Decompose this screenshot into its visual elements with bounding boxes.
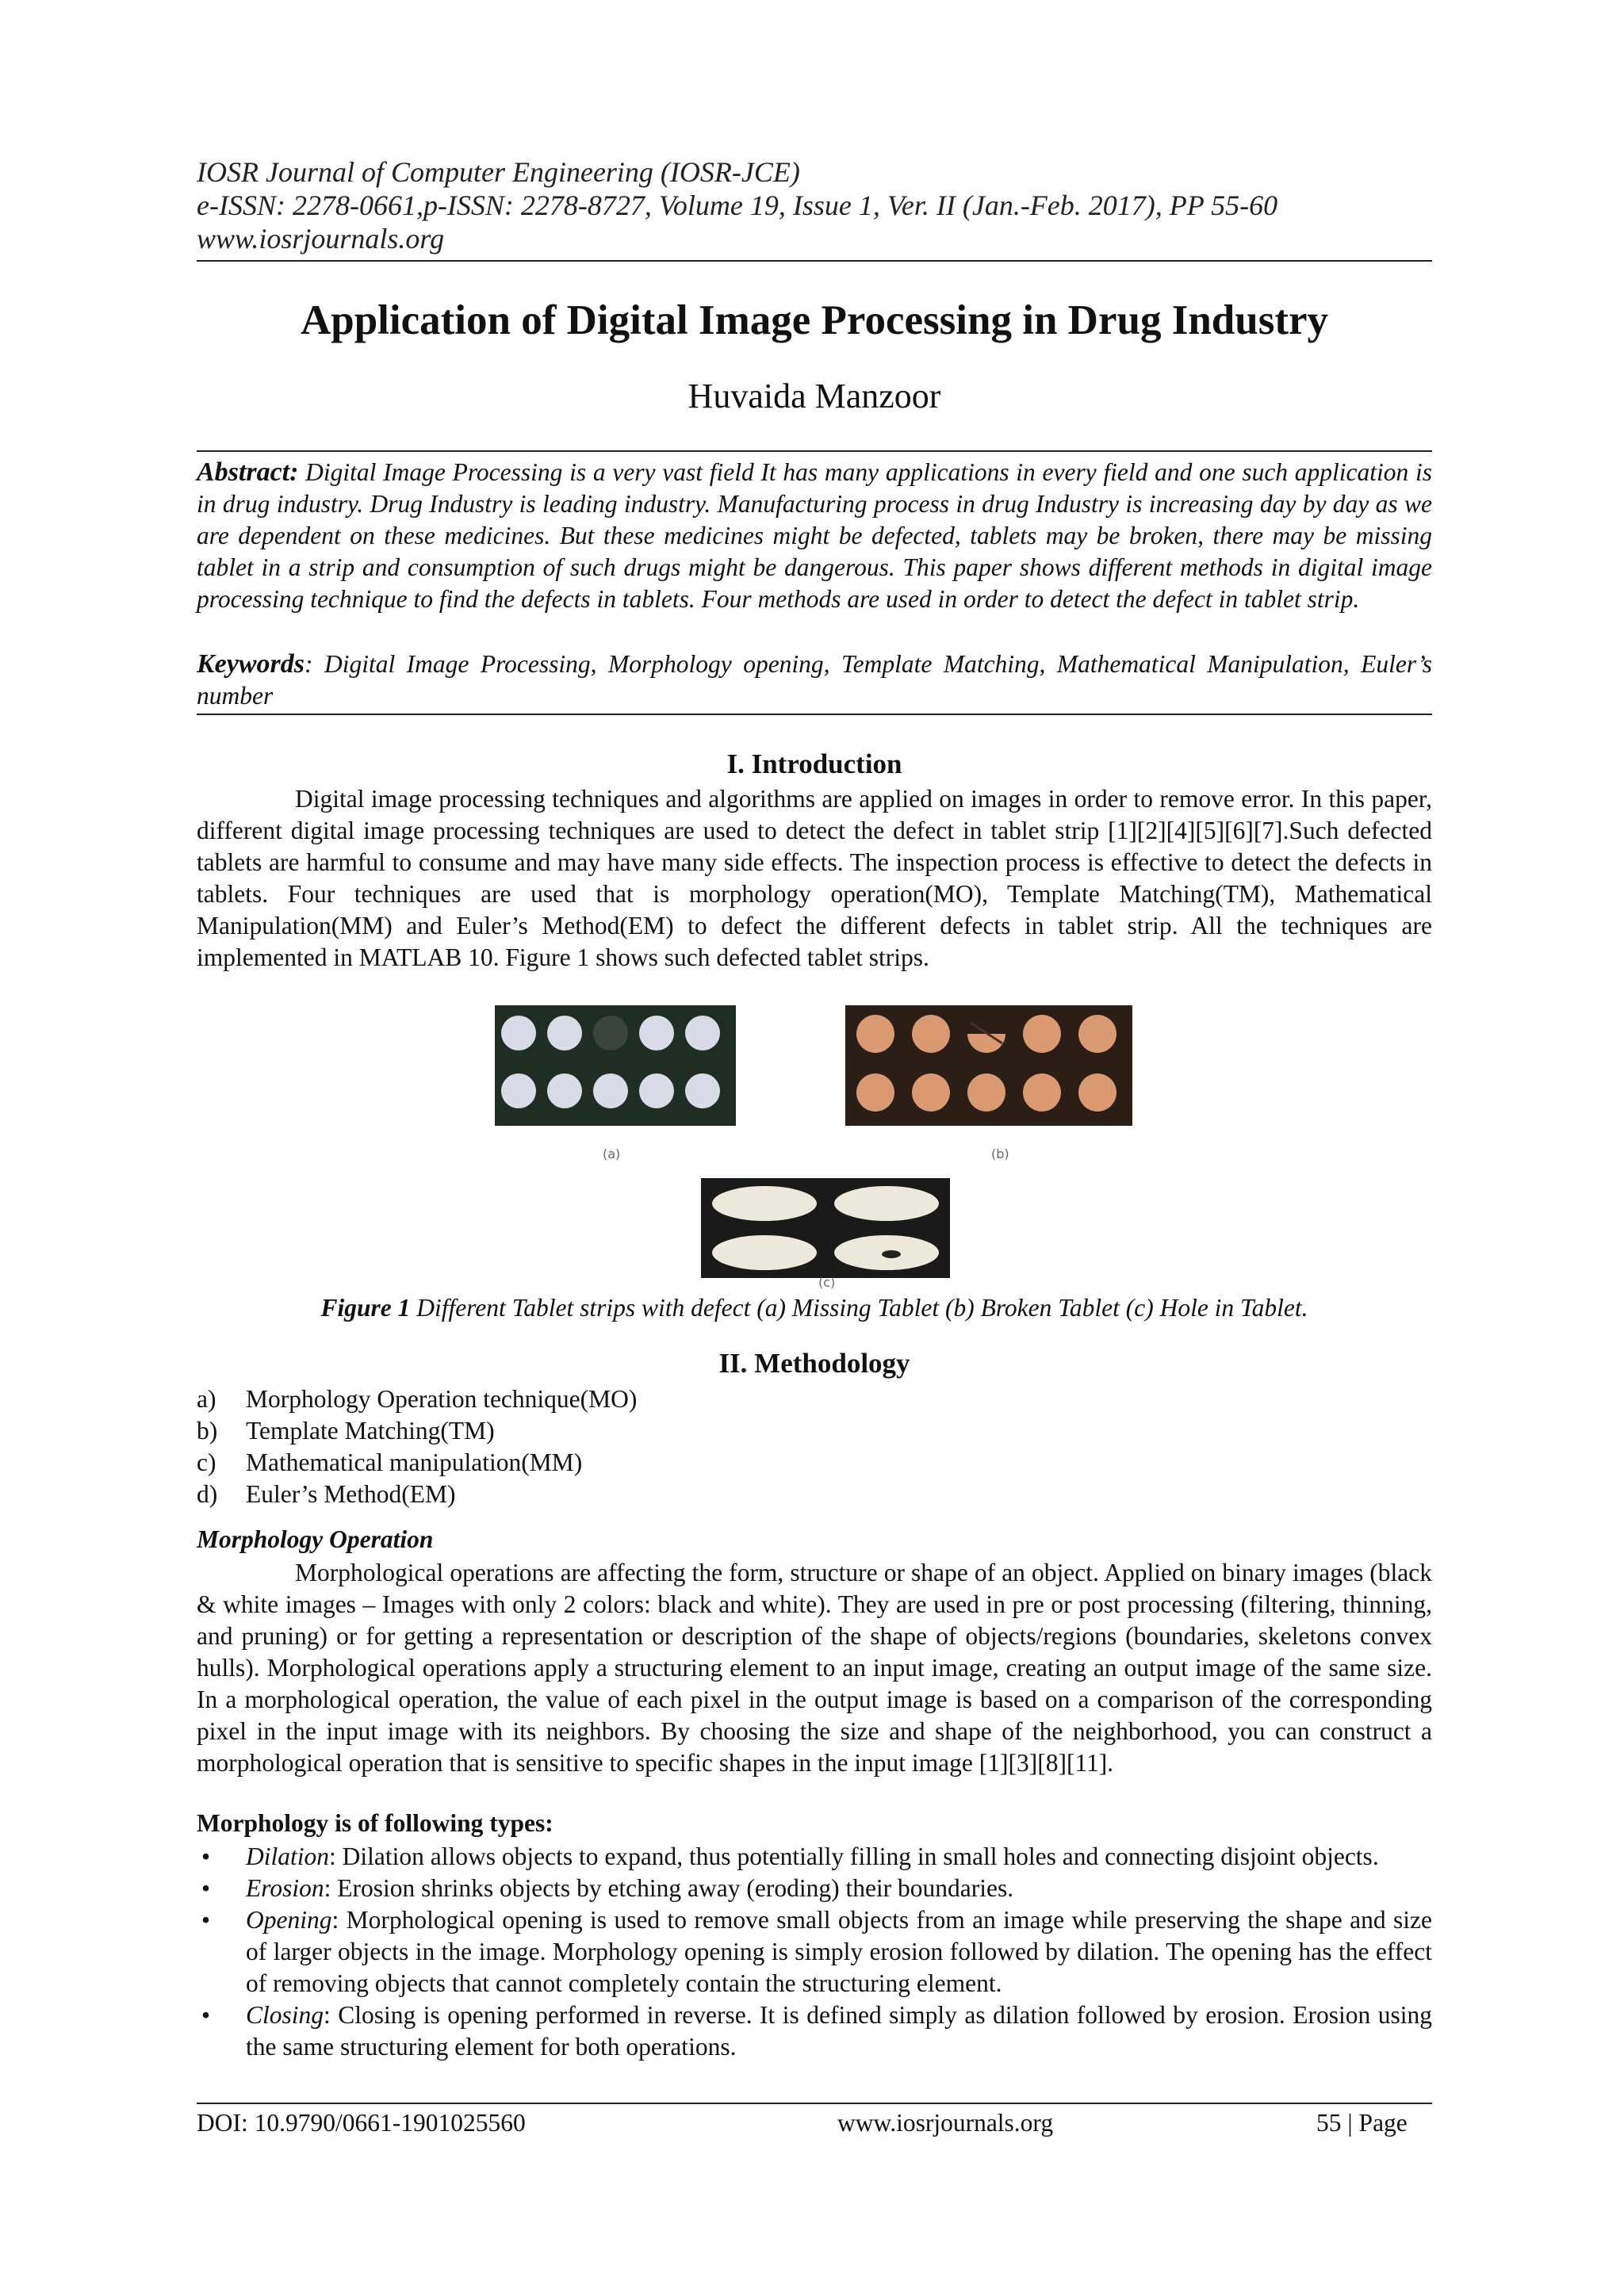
list-marker: d)	[197, 1480, 218, 1508]
tablet-strip-hole-image	[701, 1178, 950, 1278]
methodology-list	[197, 1383, 1432, 1510]
author-name: Huvaida Manzoor	[688, 377, 941, 415]
methodology-heading: II. Methodology	[718, 1348, 910, 1379]
tablet-strip-missing-image	[495, 1005, 736, 1126]
list-item-text: Mathematical manipulation(MM)	[246, 1448, 583, 1476]
list-item	[197, 1383, 1432, 1415]
abstract-label: Abstract:	[197, 457, 299, 487]
list-item-text: Morphology Operation technique(MO)	[246, 1385, 638, 1413]
list-marker: c)	[197, 1448, 216, 1476]
footer-website: www.iosrjournals.org	[837, 2109, 1054, 2137]
figure-caption	[197, 1294, 1432, 1322]
figure-caption-text: Different Tablet strips with defect (a) Missing Tablet (b) Broken Tablet (c) Hole in Tablet.	[410, 1294, 1308, 1322]
keywords	[197, 649, 1432, 712]
figure-image-c	[701, 1178, 950, 1278]
term-definition: : Morphological opening is used to remove small objects from an image while preserving the shape and size of larger objects in the image. Morphology opening is simply erosion followed by dilation. The opening has the effect of removing objects that cannot completely contain the structuring element.	[246, 1906, 1432, 1997]
abstract	[197, 457, 1432, 615]
morphology-types-heading: Morphology is of following types:	[197, 1809, 553, 1837]
abstract-text: Digital Image Processing is a very vast field It has many applications in every field and one such application is in drug industry. Drug Industry is leading industry. Manufacturing process in drug Industry is increasing day by day as we are dependent on these medicines. But these medicines might be defected, tablets may be broken, there may be missing tablet in a strip and consumption of such drugs might be dangerous. This paper shows different methods in digital image processing technique to find the defects in tablets. Four methods are used in order to detect the defect in tablet strip.	[197, 458, 1432, 613]
morphology-paragraph: Morphological operations are affecting the form, structure or shape of an object. Applied on binary images (black & white images – Images with only 2 colors: black and white). They are used in pre or post processing (filtering, thinning, and pruning) or for getting a representation or description of the shape of objects/regions (boundaries, skeletons convex hulls). Morphological operations apply a structuring element to an input image, creating an output image of the same size. In a morphological operation, the value of each pixel in the output image is based on a comparison of the corresponding pixel in the input image with its neighbors. By choosing the size and shape of the neighborhood, you can construct a morphological operation that is sensitive to specific shapes in the input image [1][3][8][11].	[197, 1559, 1432, 1777]
term: Erosion	[246, 1874, 324, 1902]
term: Closing	[246, 2001, 324, 2029]
list-marker: a)	[197, 1385, 216, 1413]
header-rule	[197, 260, 1432, 262]
list-item	[197, 1447, 1432, 1479]
morphology-types-list	[197, 1841, 1432, 2063]
journal-website: www.iosrjournals.org	[197, 223, 445, 254]
intro-heading: I. Introduction	[726, 748, 902, 779]
footer-doi: DOI: 10.9790/0661-1901025560	[197, 2109, 526, 2137]
issn-line: e-ISSN: 2278-0661,p-ISSN: 2278-8727, Volume 19, Issue 1, Ver. II (Jan.-Feb. 2017), PP 55-60	[197, 189, 1278, 221]
intro-paragraph: Digital image processing techniques and algorithms are applied on images in order to remove error. In this paper, different digital image processing techniques are used to detect the defect in tablet strip [1][2][4][5][6][7].Such defected tablets are harmful to consume and may have many side effects. The inspection process is effective to detect the defects in tablets. Four techniques are used that is morphology operation(MO), Template Matching(TM), Mathematical Manipulation(MM) and Euler’s Method(EM) to defect the different defects in tablet strip. All the techniques are implemented in MATLAB 10. Figure 1 shows such defected tablet strips.	[197, 785, 1432, 971]
figure-label-c: (c)	[818, 1275, 836, 1290]
footer-rule	[197, 2103, 1432, 2104]
figure-label-b: (b)	[991, 1146, 1009, 1161]
list-item	[197, 1415, 1432, 1447]
tablet-strip-broken-image	[845, 1005, 1132, 1126]
list-item-text: Template Matching(TM)	[246, 1417, 495, 1445]
list-item	[197, 1479, 1432, 1510]
term: Opening	[246, 1906, 332, 1934]
bullet-icon: •	[201, 1843, 211, 1870]
bullet-icon: •	[201, 2001, 211, 2029]
list-item	[197, 1841, 1432, 1873]
term-definition: : Dilation allows objects to expand, thus potentially filling in small holes and connecting disjoint objects.	[329, 1843, 1379, 1870]
abstract-top-rule	[197, 450, 1432, 452]
bullet-icon: •	[201, 1906, 211, 1934]
paper-title: Application of Digital Image Processing in Drug Industry	[300, 297, 1329, 343]
figure-image-b	[845, 1005, 1132, 1126]
figure-image-a	[495, 1005, 736, 1126]
list-item	[197, 1904, 1432, 1999]
figure-caption-label: Figure 1	[320, 1294, 411, 1322]
list-item	[197, 1873, 1432, 1904]
keywords-label: Keywords	[197, 649, 304, 679]
bullet-icon: •	[201, 1874, 211, 1902]
term-definition: : Erosion shrinks objects by etching away (eroding) their boundaries.	[324, 1874, 1014, 1902]
list-marker: b)	[197, 1417, 218, 1445]
list-item	[197, 1999, 1432, 2063]
term-definition: : Closing is opening performed in reverse. It is defined simply as dilation followed by erosion. Erosion using the same structuring element for both operations.	[246, 2001, 1432, 2061]
morphology-subheading: Morphology Operation	[197, 1525, 434, 1553]
abstract-bottom-rule	[197, 714, 1432, 715]
keywords-text: : Digital Image Processing, Morphology opening, Template Matching, Mathematical Manipulation, Euler’s number	[197, 650, 1432, 710]
list-item-text: Euler’s Method(EM)	[246, 1480, 456, 1508]
figure-label-a: (a)	[603, 1146, 621, 1161]
footer-page-number: 55 | Page	[1316, 2109, 1408, 2137]
term: Dilation	[246, 1843, 330, 1870]
journal-name: IOSR Journal of Computer Engineering (IOSR-JCE)	[197, 156, 800, 188]
